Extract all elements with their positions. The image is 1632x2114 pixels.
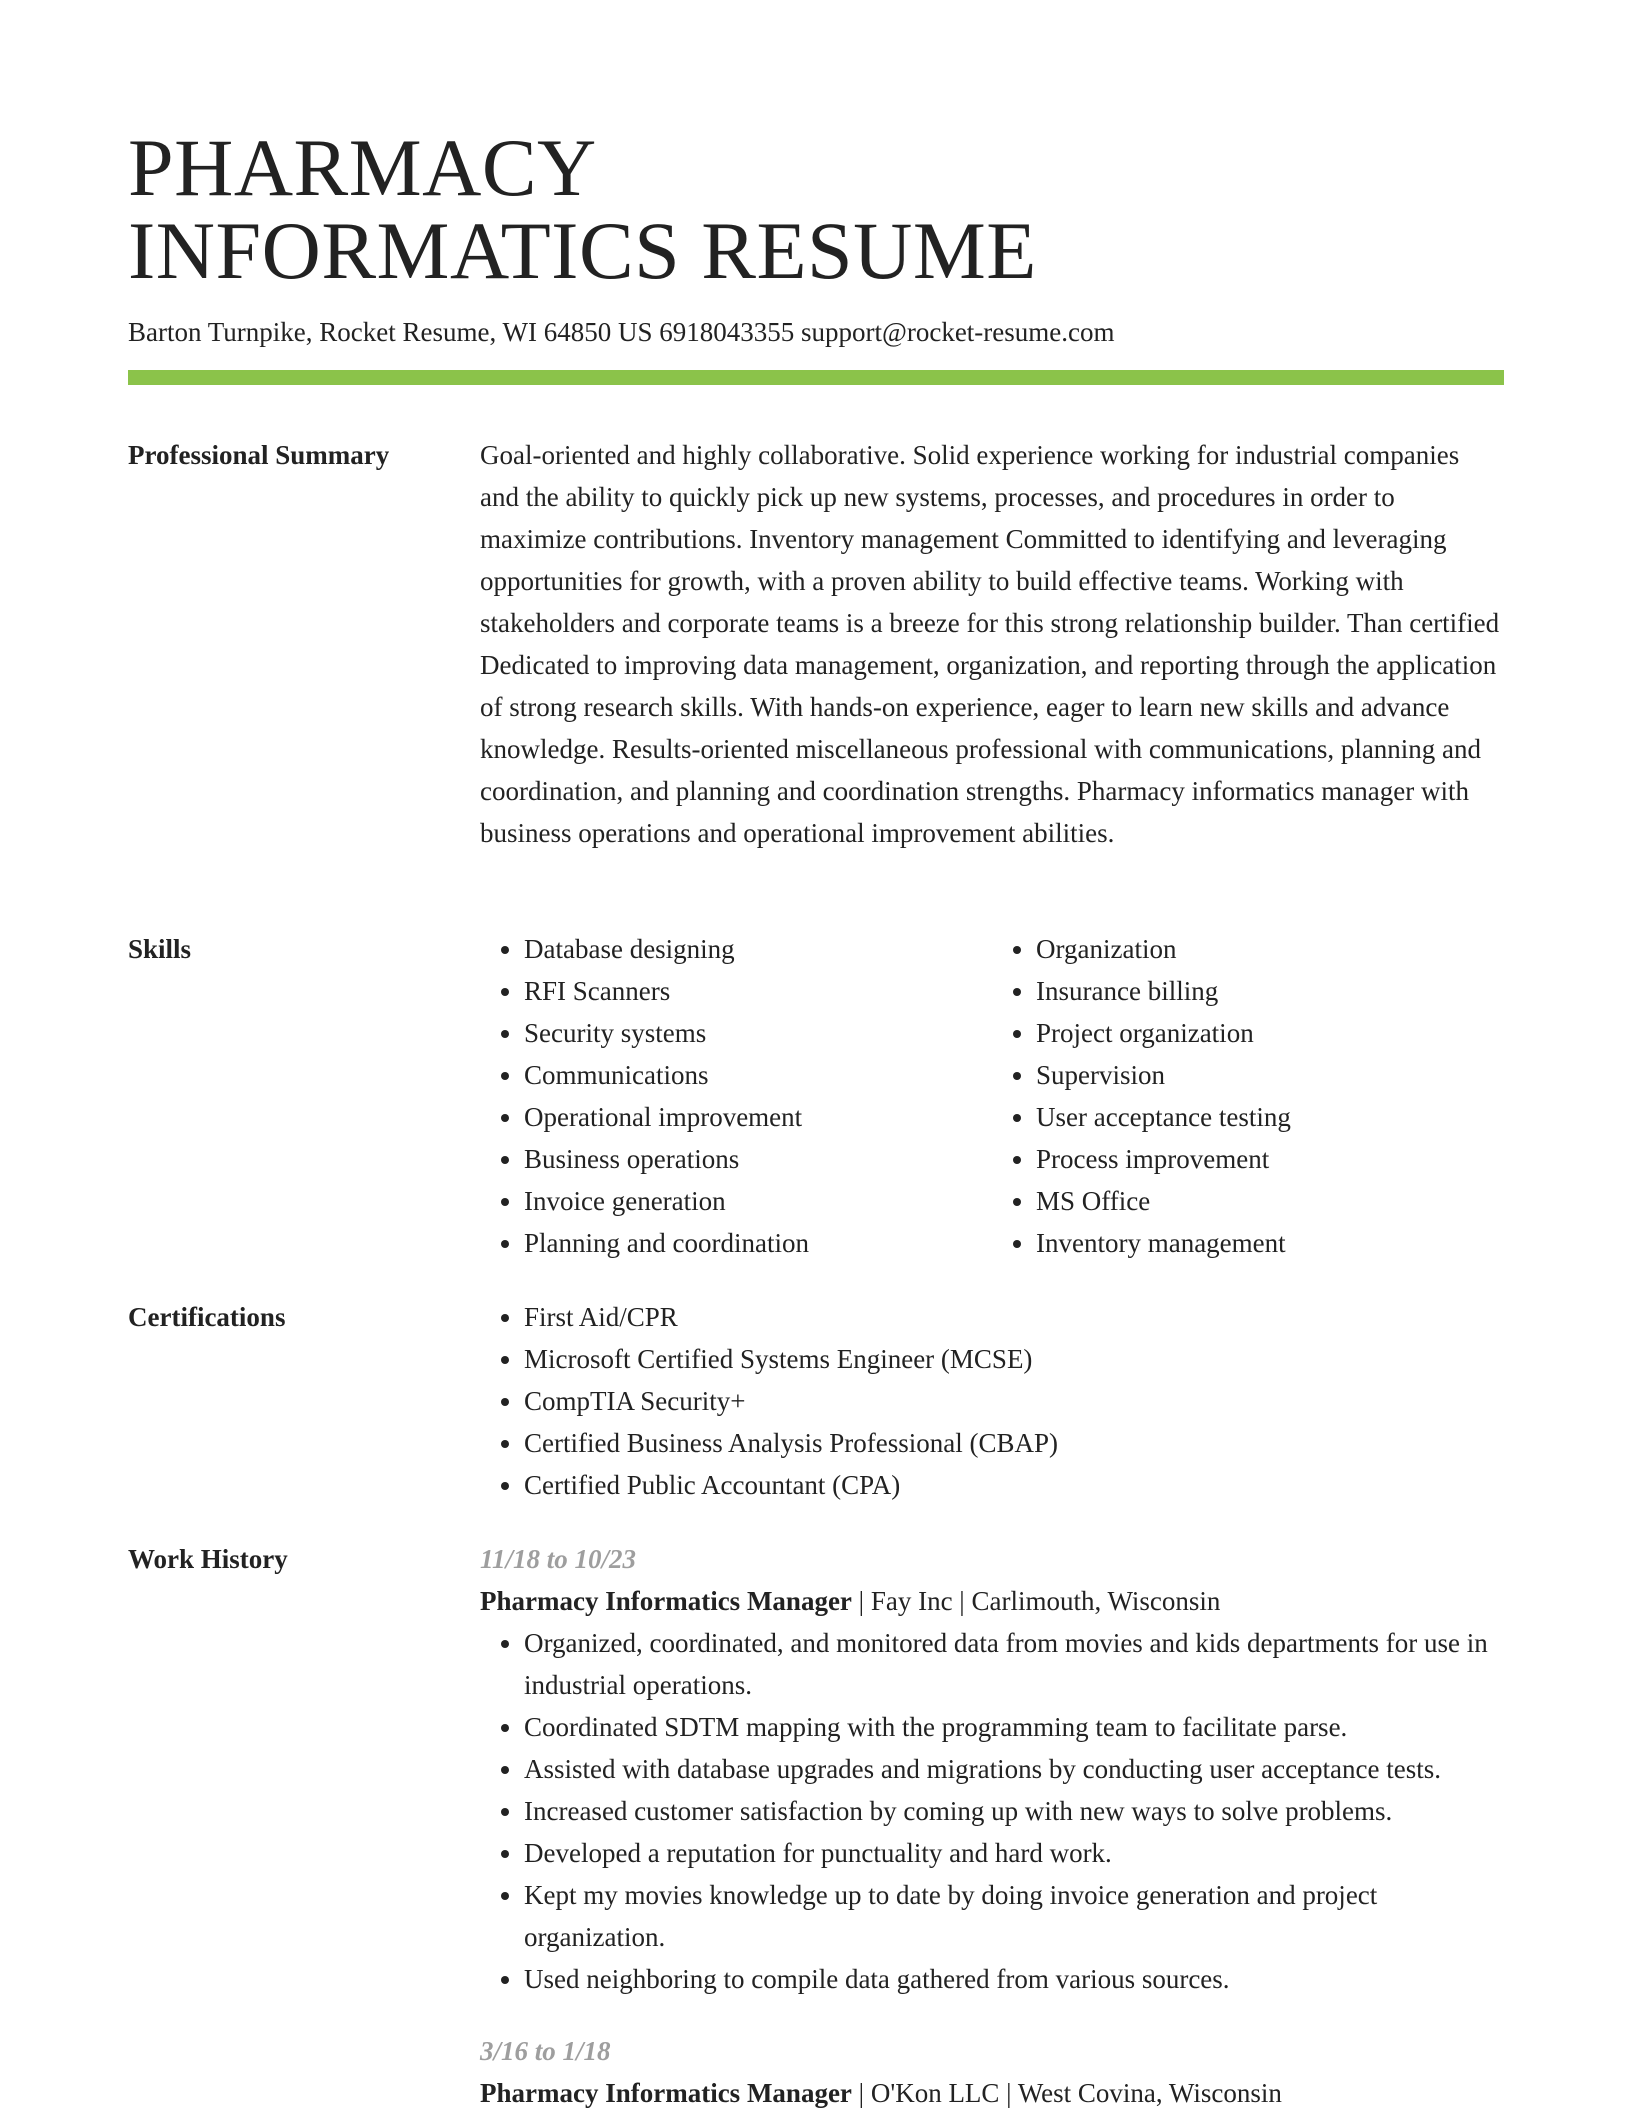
job-bullet: • Assisted with database upgrades and migrations by conducting user acceptance tests. <box>524 1748 1504 1790</box>
job-entry <box>480 2030 1504 2114</box>
skill-item: • MS Office <box>1036 1180 1504 1222</box>
skill-item: • User acceptance testing <box>1036 1096 1504 1138</box>
job-heading <box>480 2072 1504 2114</box>
skill-item: • Database designing <box>524 928 992 970</box>
certification-item: • Microsoft Certified Systems Engineer (MCSE) <box>524 1338 1504 1380</box>
summary-text: Goal-oriented and highly collaborative. Solid experience working for industrial companies and the ability to quickly pick up new systems, processes, and procedures in order to maximize contributions. Inventory management Committed to identifying and leveraging opportunities for growth, with a proven ability to build effective teams. Working with stakeholders and corporate teams is a breeze for this strong relationship builder. Than certified Dedicated to improving data management, organization, and reporting through the application of strong research skills. With hands-on experience, eager to learn new skills and advance knowledge. Results-oriented miscellaneous professional with communications, planning and coordination, and planning and coordination strengths. Pharmacy informatics manager with business operations and operational improvement abilities. <box>480 440 1500 848</box>
skill-item: • Project organization <box>1036 1012 1504 1054</box>
skills-grid <box>480 928 1504 1264</box>
job-heading <box>480 1580 1504 1622</box>
skill-item: • Operational improvement <box>524 1096 992 1138</box>
job-bullets <box>480 1622 1504 2000</box>
job-bullet: • Increased customer satisfaction by coming up with new ways to solve problems. <box>524 1790 1504 1832</box>
skills-body <box>480 928 1504 1264</box>
summary-body <box>480 434 1504 854</box>
section-label-summary: Professional Summary <box>128 440 390 470</box>
job-details: | Fay Inc | Carlimouth, Wisconsin <box>851 1586 1221 1616</box>
job-title: Pharmacy Informatics Manager <box>480 2078 852 2108</box>
skill-item: • Invoice generation <box>524 1180 992 1222</box>
contact-line: Barton Turnpike, Rocket Resume, WI 64850 US 6918043355 support@rocket-resume.com <box>128 317 1115 347</box>
skill-item: • Business operations <box>524 1138 992 1180</box>
certifications-body <box>480 1296 1504 1506</box>
job-dates: 11/18 to 10/23 <box>480 1544 637 1574</box>
certifications-list <box>480 1296 1504 1506</box>
skills-list-left <box>480 928 992 1264</box>
job-bullet: • Used neighboring to compile data gathered from various sources. <box>524 1958 1504 2000</box>
work-history-body <box>480 1538 1504 2114</box>
skill-item: • Planning and coordination <box>524 1222 992 1264</box>
certification-item: • Certified Public Accountant (CPA) <box>524 1464 1504 1506</box>
skill-item: • Inventory management <box>1036 1222 1504 1264</box>
accent-divider <box>128 370 1504 385</box>
job-entry <box>480 1538 1504 2000</box>
skill-item: • Communications <box>524 1054 992 1096</box>
skill-item: • Process improvement <box>1036 1138 1504 1180</box>
job-bullet: • Organized, coordinated, and monitored data from movies and kids departments for use in industrial operations. <box>524 1622 1504 1706</box>
section-label-work-history: Work History <box>128 1544 288 1574</box>
skill-item: • Supervision <box>1036 1054 1504 1096</box>
job-bullet: • Coordinated SDTM mapping with the programming team to facilitate parse. <box>524 1706 1504 1748</box>
job-details: | O'Kon LLC | West Covina, Wisconsin <box>851 2078 1282 2108</box>
title-line-2: INFORMATICS RESUME <box>128 205 1037 296</box>
title-line-1: PHARMACY <box>128 122 597 213</box>
job-dates: 3/16 to 1/18 <box>480 2036 611 2066</box>
skill-item: • Insurance billing <box>1036 970 1504 1012</box>
skill-item: • Security systems <box>524 1012 992 1054</box>
skill-item: • RFI Scanners <box>524 970 992 1012</box>
certification-item: • Certified Business Analysis Professional (CBAP) <box>524 1422 1504 1464</box>
certification-item: • First Aid/CPR <box>524 1296 1504 1338</box>
section-label-skills: Skills <box>128 934 192 964</box>
job-bullet: • Kept my movies knowledge up to date by doing invoice generation and project organization. <box>524 1874 1504 1958</box>
job-bullet: • Developed a reputation for punctuality and hard work. <box>524 1832 1504 1874</box>
resume-title <box>128 122 1037 296</box>
job-title: Pharmacy Informatics Manager <box>480 1586 852 1616</box>
skills-list-right <box>992 928 1504 1264</box>
skill-item: • Organization <box>1036 928 1504 970</box>
certification-item: • CompTIA Security+ <box>524 1380 1504 1422</box>
section-label-certifications: Certifications <box>128 1302 286 1332</box>
